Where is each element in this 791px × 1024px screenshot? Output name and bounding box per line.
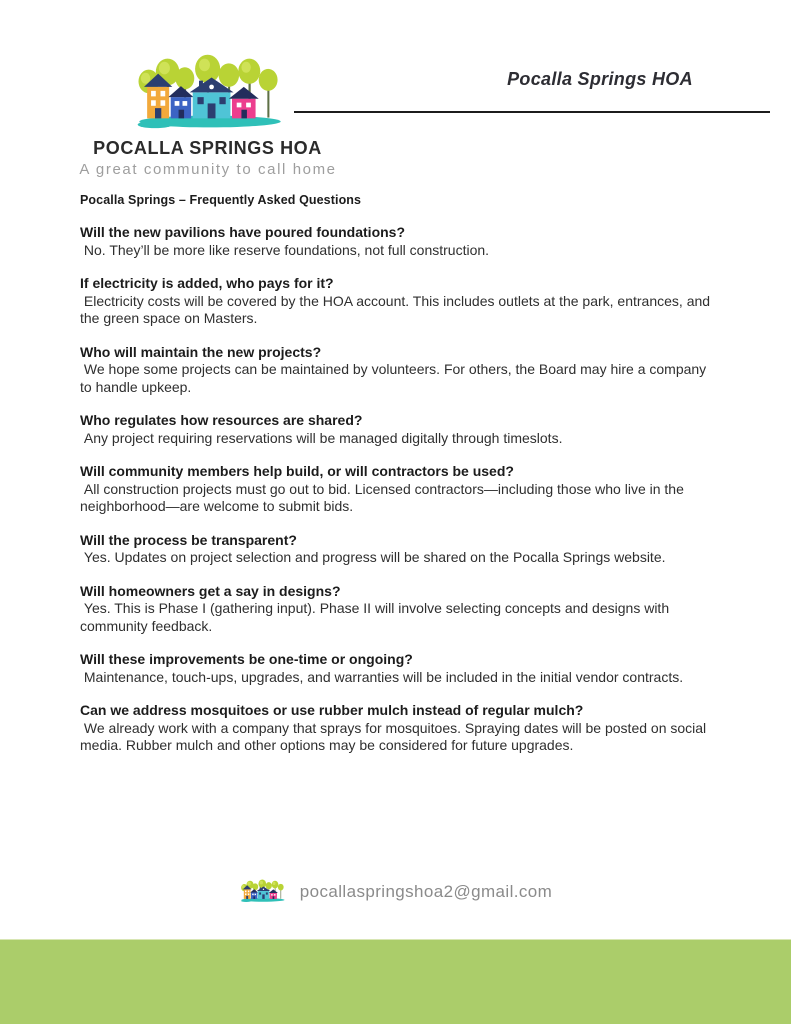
faq-answer: Electricity costs will be covered by the HOA account. This includes outlets at the park, entrances, and the green space on Masters. bbox=[80, 292, 714, 326]
faq-item bbox=[80, 275, 717, 328]
footer bbox=[0, 878, 791, 905]
faq-item bbox=[80, 344, 717, 397]
faq-question: Will the new pavilions have poured foundations? bbox=[80, 224, 406, 240]
houses-and-trees-logo-icon bbox=[128, 50, 292, 138]
houses-and-trees-logo-mini-icon bbox=[239, 878, 287, 905]
faq-section bbox=[80, 193, 717, 771]
masthead-divider-line bbox=[294, 111, 770, 113]
faq-item bbox=[80, 463, 717, 516]
contact-email: pocallaspringshoa2@gmail.com bbox=[299, 881, 553, 901]
faq-item bbox=[80, 583, 717, 636]
faq-item bbox=[80, 412, 717, 447]
faq-answer: Yes. Updates on project selection and progress will be shared on the Pocalla Springs website. bbox=[80, 549, 666, 565]
faq-question: Who will maintain the new projects? bbox=[80, 343, 322, 360]
faq-item bbox=[80, 702, 717, 755]
faq-answer: Maintenance, touch-ups, upgrades, and warranties will be included in the initial vendor contracts. bbox=[80, 668, 684, 685]
faq-question: Will the process be transparent? bbox=[80, 531, 297, 548]
brand-tagline: A great community to call home bbox=[79, 161, 337, 178]
faq-answer: We already work with a company that sprays for mosquitoes. Spraying dates will be posted on social media. Rubber mulch and other options may be considered for future upgrades. bbox=[80, 719, 711, 753]
faq-item bbox=[80, 651, 717, 686]
faq-answer: No. They’ll be more like reserve foundations, not full construction. bbox=[80, 241, 490, 258]
brand-title: POCALLA SPRINGS HOA bbox=[93, 138, 322, 158]
faq-answer: All construction projects must go out to bid. Licensed contractors—including those who live in the neighborhood—are welcome to submit bids. bbox=[80, 480, 688, 514]
faq-answer: We hope some projects can be maintained by volunteers. For others, the Board may hire a company to handle upkeep. bbox=[80, 361, 711, 395]
faq-answer: Any project requiring reservations will be managed digitally through timeslots. bbox=[80, 429, 563, 446]
faq-answer: Yes. This is Phase I (gathering input). Phase II will involve selecting concepts and designs with community feedback. bbox=[80, 600, 673, 634]
faq-question: Will community members help build, or will contractors be used? bbox=[80, 463, 514, 479]
faq-question: Will these improvements be one-time or ongoing? bbox=[80, 651, 413, 667]
document-heading: Pocalla Springs – Frequently Asked Questions bbox=[80, 193, 362, 207]
green-footer-bar bbox=[0, 939, 791, 1024]
faq-question: Can we address mosquitoes or use rubber mulch instead of regular mulch? bbox=[80, 702, 584, 718]
faq-item bbox=[80, 224, 717, 259]
faq-question: Will homeowners get a say in designs? bbox=[80, 582, 341, 599]
faq-question: Who regulates how resources are shared? bbox=[80, 412, 363, 428]
faq-item bbox=[80, 532, 717, 567]
faq-question: If electricity is added, who pays for it? bbox=[80, 275, 334, 291]
masthead-title: Pocalla Springs HOA bbox=[507, 69, 693, 89]
